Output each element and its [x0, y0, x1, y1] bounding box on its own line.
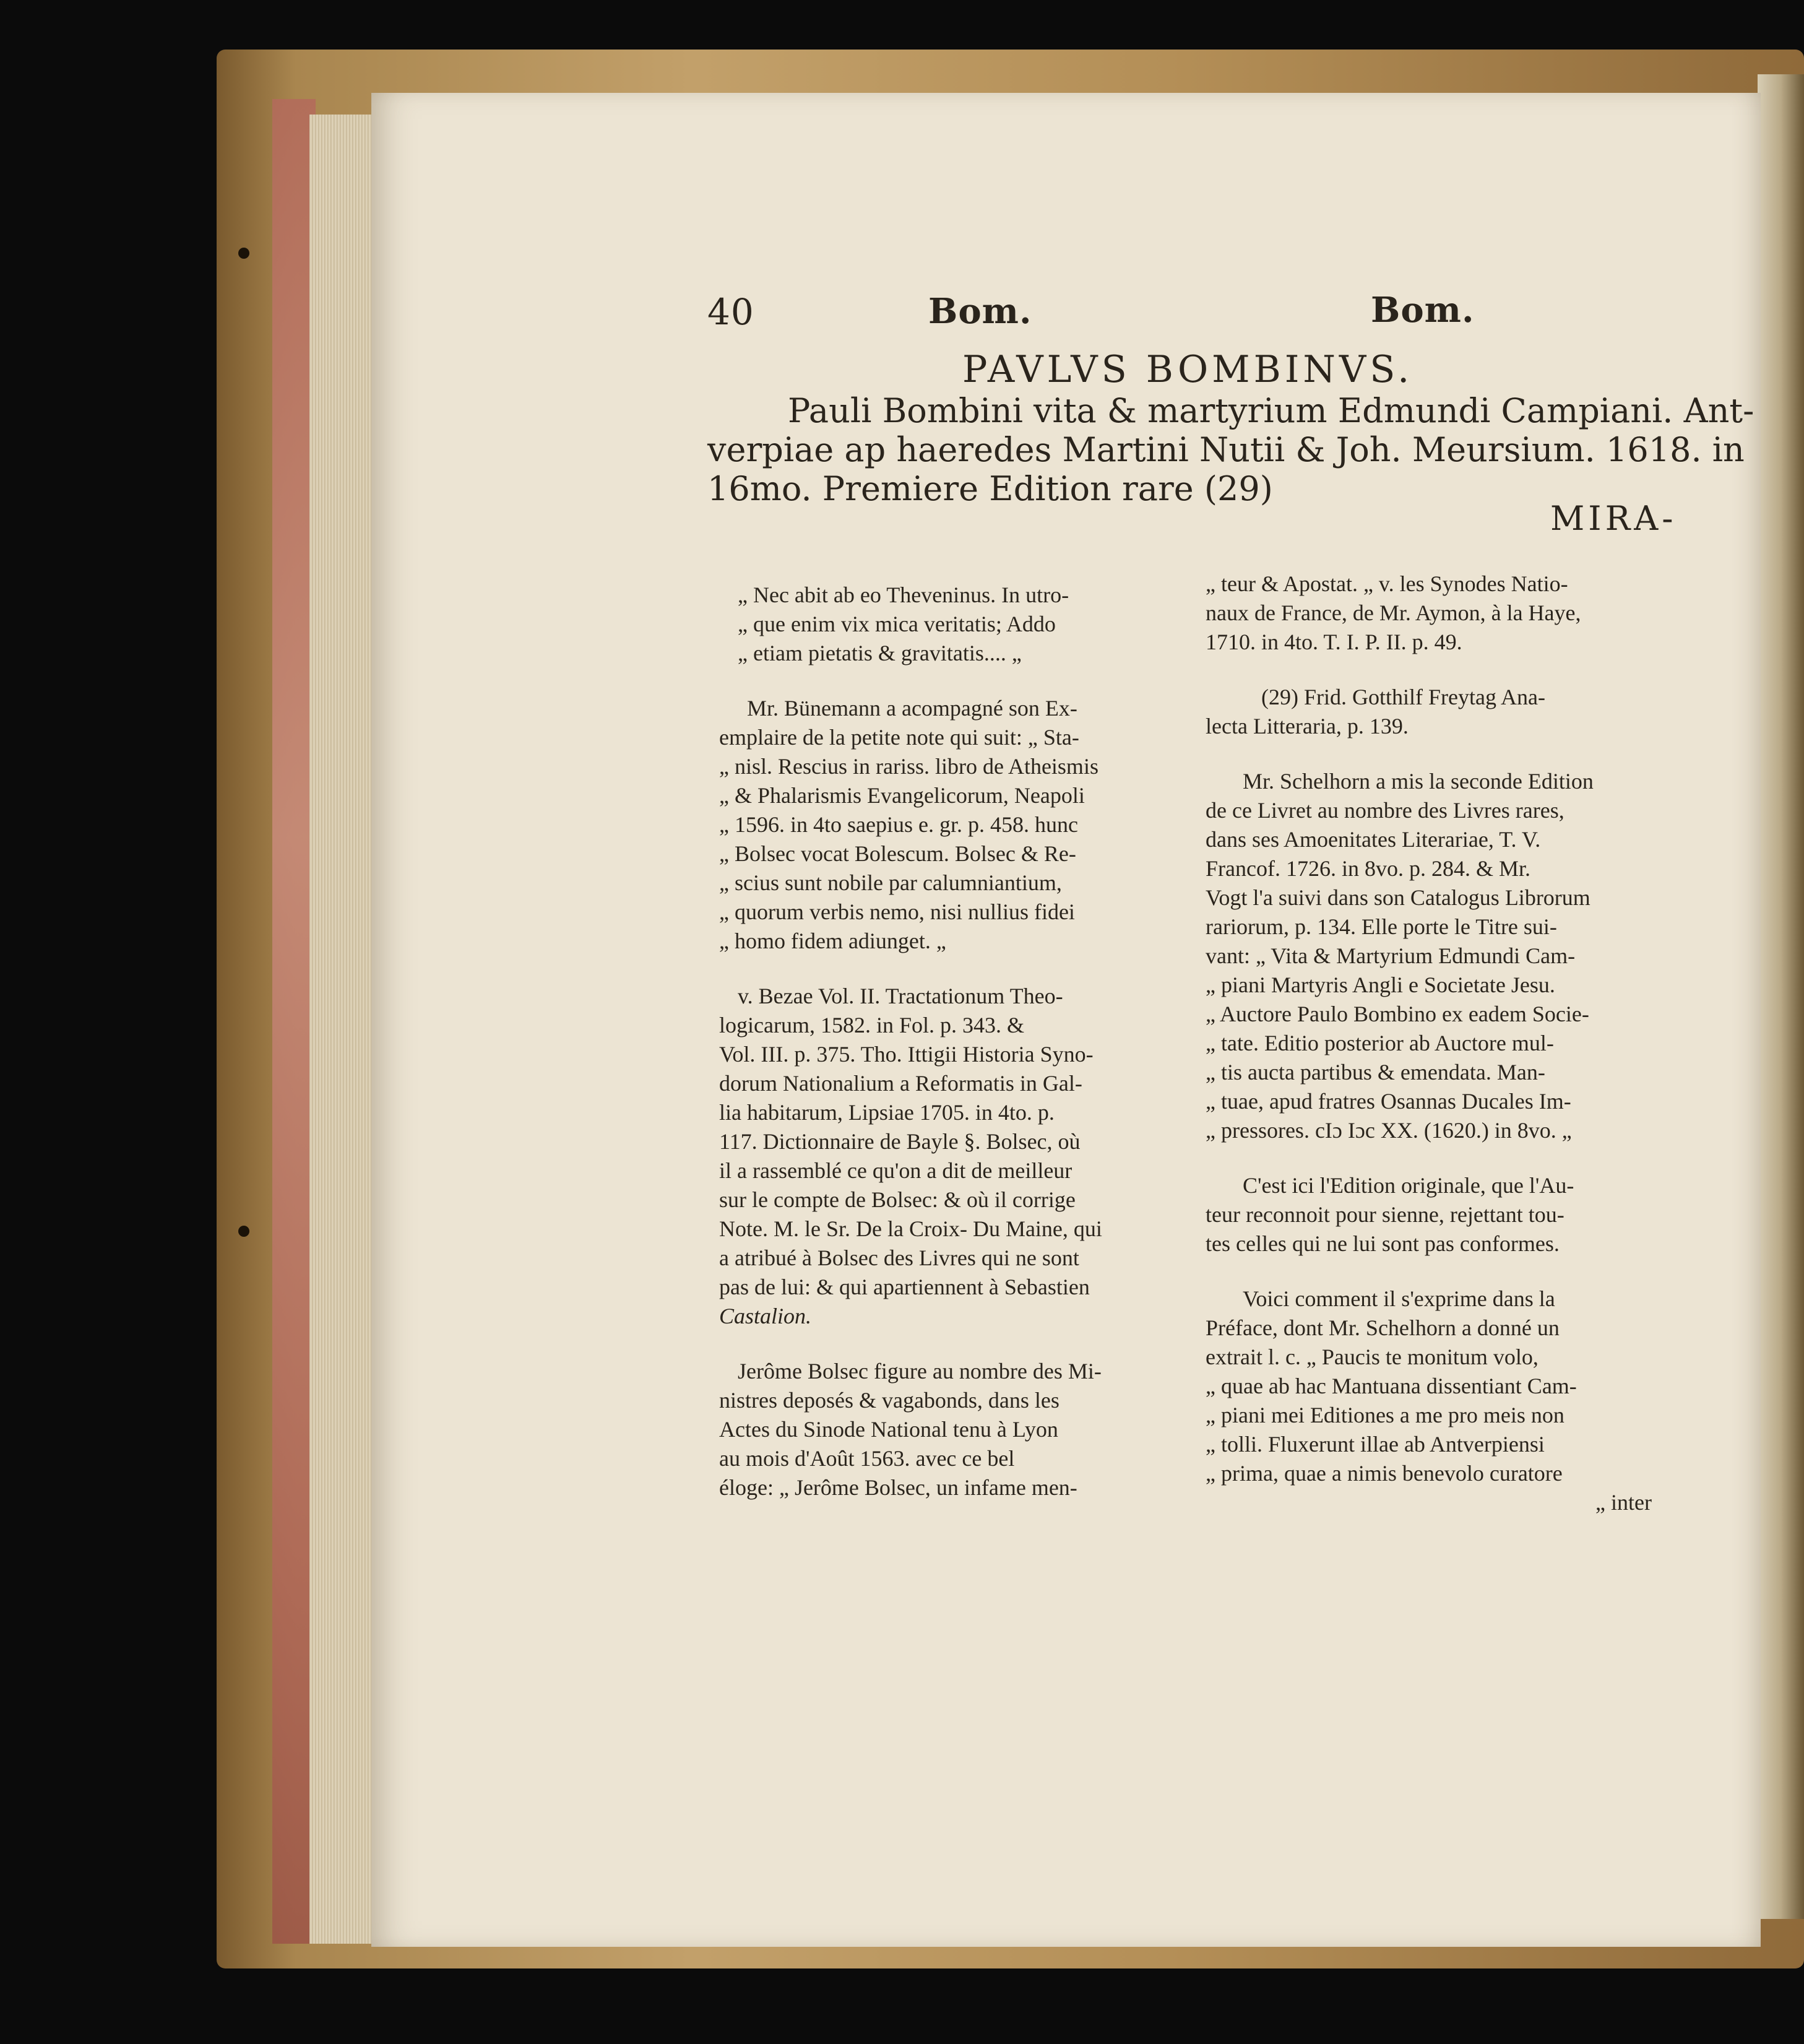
- entry-line: verpiae ap haeredes Martini Nutii & Joh. Meursium. 1618. in: [707, 430, 1745, 469]
- text-line: extrait l. c. „ Paucis te monitum volo,: [1206, 1345, 1539, 1369]
- text-line: de ce Livret au nombre des Livres rares,: [1206, 798, 1564, 823]
- text-line: Vol. III. p. 375. Tho. Ittigii Historia Syno-: [719, 1042, 1094, 1067]
- page-edges: [309, 115, 378, 1944]
- text-line: C'est ici l'Edition originale, que l'Au-: [1243, 1173, 1574, 1198]
- entry-line: Pauli Bombini vita & martyrium Edmundi Campiani. Ant-: [788, 391, 1754, 430]
- text-line: Voici comment il s'exprime dans la: [1243, 1286, 1555, 1311]
- text-line: il a rassemblé ce qu'on a dit de meilleur: [719, 1158, 1072, 1183]
- text-line: „ nisl. Rescius in rariss. libro de Atheismis: [719, 754, 1098, 779]
- paragraph: [1206, 1284, 1676, 1488]
- binding-hole: [238, 248, 249, 259]
- text-line: Francof. 1726. in 8vo. p. 284. & Mr.: [1206, 856, 1530, 881]
- paragraph: [719, 694, 1186, 956]
- catchword: MIRA-: [1550, 499, 1677, 538]
- text-line: lecta Litteraria, p. 139.: [1206, 714, 1409, 738]
- paragraph: [719, 1357, 1186, 1502]
- text-line: tes celles qui ne lui sont pas conformes.: [1206, 1231, 1560, 1256]
- running-head-left: Bom.: [928, 291, 1032, 332]
- text-line: au mois d'Août 1563. avec ce bel: [719, 1446, 1015, 1471]
- text-line: Mr. Schelhorn a mis la seconde Edition: [1243, 769, 1594, 794]
- text-line: „ & Phalarismis Evangelicorum, Neapoli: [719, 783, 1085, 808]
- paragraph: [719, 982, 1186, 1331]
- text-line: emplaire de la petite note qui suit: „ Sta-: [719, 725, 1079, 750]
- text-line: nistres deposés & vagabonds, dans les: [719, 1388, 1060, 1413]
- text-line: 1710. in 4to. T. I. P. II. p. 49.: [1206, 630, 1462, 654]
- text-line: „ piani mei Editiones a me pro meis non: [1206, 1403, 1564, 1427]
- text-line: „ Bolsec vocat Bolescum. Bolsec & Re-: [719, 841, 1076, 866]
- text-line: a atribué à Bolsec des Livres qui ne sont: [719, 1245, 1079, 1270]
- text-line: logicarum, 1582. in Fol. p. 343. &: [719, 1013, 1024, 1037]
- text-line: teur reconnoit pour sienne, rejettant tou-: [1206, 1202, 1564, 1227]
- text-line: „ prima, quae a nimis benevolo curatore: [1206, 1461, 1563, 1486]
- text-line: Préface, dont Mr. Schelhorn a donné un: [1206, 1315, 1560, 1340]
- page-number: 40: [707, 291, 754, 333]
- text-line: v. Bezae Vol. II. Tractationum Theo-: [738, 984, 1063, 1008]
- text-line: Note. M. le Sr. De la Croix- Du Maine, qui: [719, 1216, 1102, 1241]
- entry-line: 16mo. Premiere Edition rare (29): [707, 469, 1273, 508]
- paragraph: [1206, 1171, 1676, 1258]
- text-line: Mr. Bünemann a acompagné son Ex-: [747, 696, 1077, 721]
- text-line: 117. Dictionnaire de Bayle §. Bolsec, où: [719, 1129, 1081, 1154]
- text-line: „ quae ab hac Mantuana dissentiant Cam-: [1206, 1374, 1577, 1398]
- text-line: sur le compte de Bolsec: & où il corrige: [719, 1187, 1076, 1212]
- left-column: [719, 581, 1186, 1502]
- text-line: „ piani Martyris Angli e Societate Jesu.: [1206, 972, 1555, 997]
- bibliographic-entry: [707, 391, 1754, 508]
- quote-block: [738, 581, 1186, 668]
- text-line: „ pressores. cIɔ Iɔc XX. (1620.) in 8vo. „: [1206, 1118, 1572, 1143]
- text-line: „ tuae, apud fratres Osannas Ducales Im-: [1206, 1089, 1571, 1114]
- text-line: Vogt l'a suivi dans son Catalogus Librorum: [1206, 885, 1590, 910]
- right-page-edge: [1758, 74, 1804, 1919]
- paragraph: [1206, 569, 1676, 657]
- text-line: naux de France, de Mr. Aymon, à la Haye,: [1206, 600, 1581, 625]
- text-line: rariorum, p. 134. Elle porte le Titre sui-: [1206, 914, 1557, 939]
- text-line: dorum Nationalium a Reformatis in Gal-: [719, 1071, 1082, 1096]
- text-line: „ que enim vix mica veritatis; Addo: [738, 612, 1056, 636]
- running-head-right: Bom.: [1371, 290, 1475, 331]
- text-line: „ teur & Apostat. „ v. les Synodes Natio-: [1206, 571, 1568, 596]
- text-line: „ quorum verbis nemo, nisi nullius fidei: [719, 899, 1075, 924]
- text-line: „ tolli. Fluxerunt illae ab Antverpiensi: [1206, 1432, 1545, 1457]
- text-line: lia habitarum, Lipsiae 1705. in 4to. p.: [719, 1100, 1055, 1125]
- text-line: Actes du Sinode National tenu à Lyon: [719, 1417, 1058, 1442]
- text-line: (29) Frid. Gotthilf Freytag Ana-: [1261, 685, 1545, 709]
- text-line: „ Auctore Paulo Bombino ex eadem Socie-: [1206, 1002, 1589, 1026]
- text-line: „ tis aucta partibus & emendata. Man-: [1206, 1060, 1545, 1085]
- text-line: „ homo fidem adiunget. „: [719, 929, 946, 953]
- text-line: éloge: „ Jerôme Bolsec, un infame men-: [719, 1475, 1077, 1500]
- text-line: Jerôme Bolsec figure au nombre des Mi-: [738, 1359, 1102, 1384]
- page-title: PAVLVS BOMBINVS.: [962, 348, 1413, 391]
- binding-hole: [238, 1226, 249, 1237]
- text-line: „ Nec abit ab eo Theveninus. In utro-: [738, 582, 1069, 607]
- text-line: „ scius sunt nobile par calumniantium,: [719, 870, 1062, 895]
- text-line: pas de lui: & qui apartiennent à Sebastien: [719, 1275, 1090, 1299]
- right-column: [1206, 569, 1676, 1517]
- text-line: dans ses Amoenitates Literariae, T. V.: [1206, 827, 1541, 852]
- text-line: vant: „ Vita & Martyrium Edmundi Cam-: [1206, 943, 1576, 968]
- paragraph: [1206, 767, 1676, 1145]
- text-line: „ 1596. in 4to saepius e. gr. p. 458. hunc: [719, 812, 1078, 837]
- text-line: Castalion.: [719, 1304, 812, 1328]
- text-line: „ tate. Editio posterior ab Auctore mul-: [1206, 1031, 1554, 1055]
- text-line: „ etiam pietatis & gravitatis.... „: [738, 641, 1022, 665]
- catchword: „ inter: [1595, 1490, 1652, 1515]
- footnote: [1206, 683, 1676, 741]
